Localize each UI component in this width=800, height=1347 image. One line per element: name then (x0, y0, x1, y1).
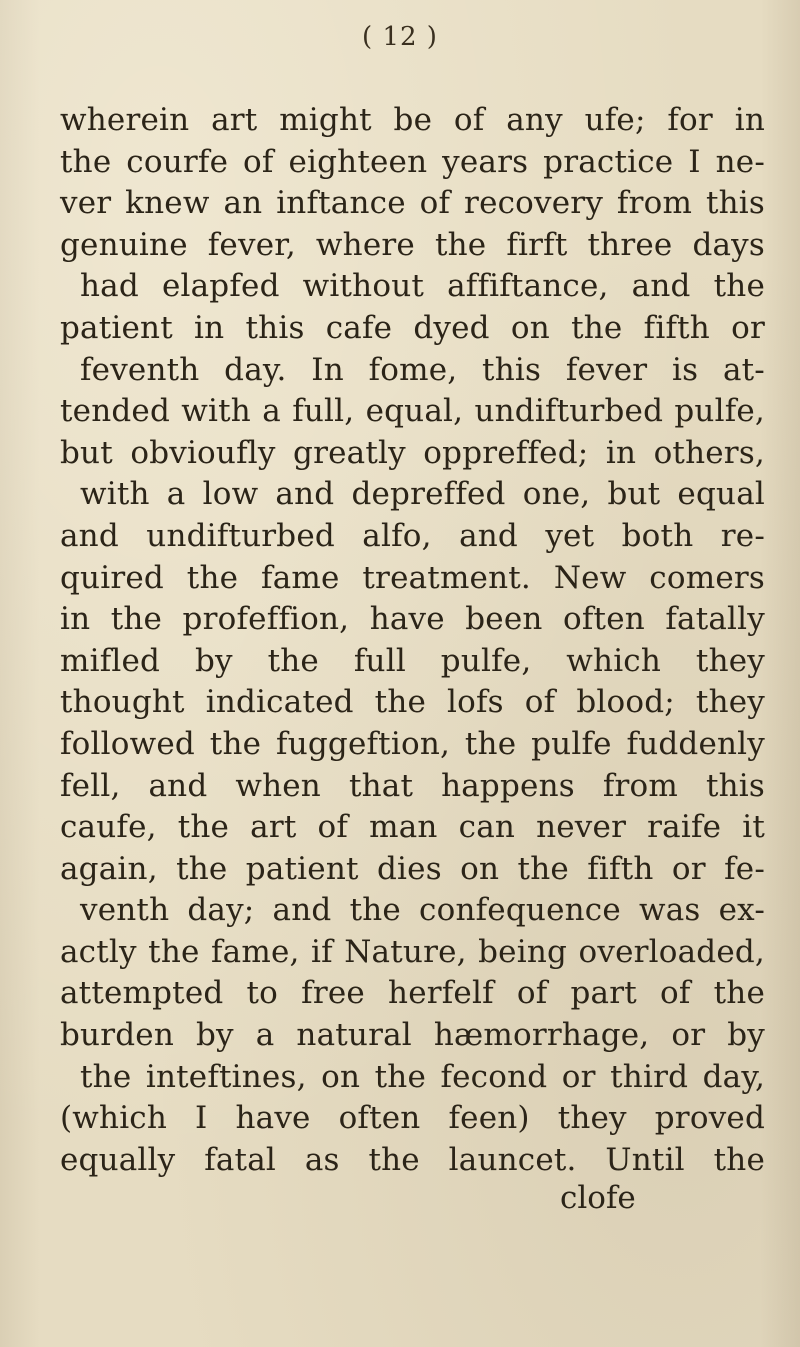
text-line-25: (which I have often feen) they proved (60, 1100, 765, 1137)
text-line-15: thought indicated the lofs of blood; they (60, 684, 765, 721)
text-line-11: and undifturbed alfo, and yet both re- (60, 517, 765, 554)
text-line-7: feventh day. In fome, this fever is at- (80, 351, 765, 388)
text-line-19: again, the patient dies on the fifth or fe- (60, 850, 765, 887)
text-line-20: venth day; and the confequence was ex- (80, 892, 765, 929)
text-line-10: with a low and depreffed one, but equal (80, 476, 765, 513)
text-line-4: genuine fever, where the firft three days (60, 226, 765, 263)
text-line-17: fell, and when that happens from this (60, 767, 765, 804)
text-line-3: ver knew an inftance of recovery from this (60, 185, 765, 222)
text-line-24: the inteftines, on the fecond or third day, (80, 1058, 765, 1095)
text-line-26: equally fatal as the launcet. Until the (60, 1141, 765, 1178)
text-line-2: the courfe of eighteen years practice I ne- (60, 143, 765, 180)
text-line-16: followed the fuggeftion, the pulfe fuddenly (60, 725, 765, 762)
text-line-1: wherein art might be of any ufe; for in (60, 102, 765, 138)
text-line-8: tended with a full, equal, undifturbed pulfe, (60, 393, 765, 430)
text-line-9: but obvioufly greatly oppreffed; in others, (60, 434, 765, 471)
catchword: clofe (560, 1180, 636, 1216)
text-line-18: caufe, the art of man can never raife it (60, 809, 765, 846)
page-number: ( 12 ) (362, 22, 438, 52)
text-line-14: mifled by the full pulfe, which they (60, 642, 765, 679)
body-text (60, 100, 765, 1181)
text-line-5: had elapfed without affiftance, and the (80, 268, 765, 305)
text-line-6: patient in this cafe dyed on the fifth or (60, 309, 765, 346)
text-line-23: burden by a natural hæmorrhage, or by (60, 1017, 765, 1054)
text-line-13: in the profeffion, have been often fatally (60, 601, 765, 638)
text-line-12: quired the fame treatment. New comers (60, 559, 765, 596)
text-line-21: actly the fame, if Nature, being overloaded, (60, 933, 765, 970)
text-line-22: attempted to free herfelf of part of the (60, 975, 765, 1012)
